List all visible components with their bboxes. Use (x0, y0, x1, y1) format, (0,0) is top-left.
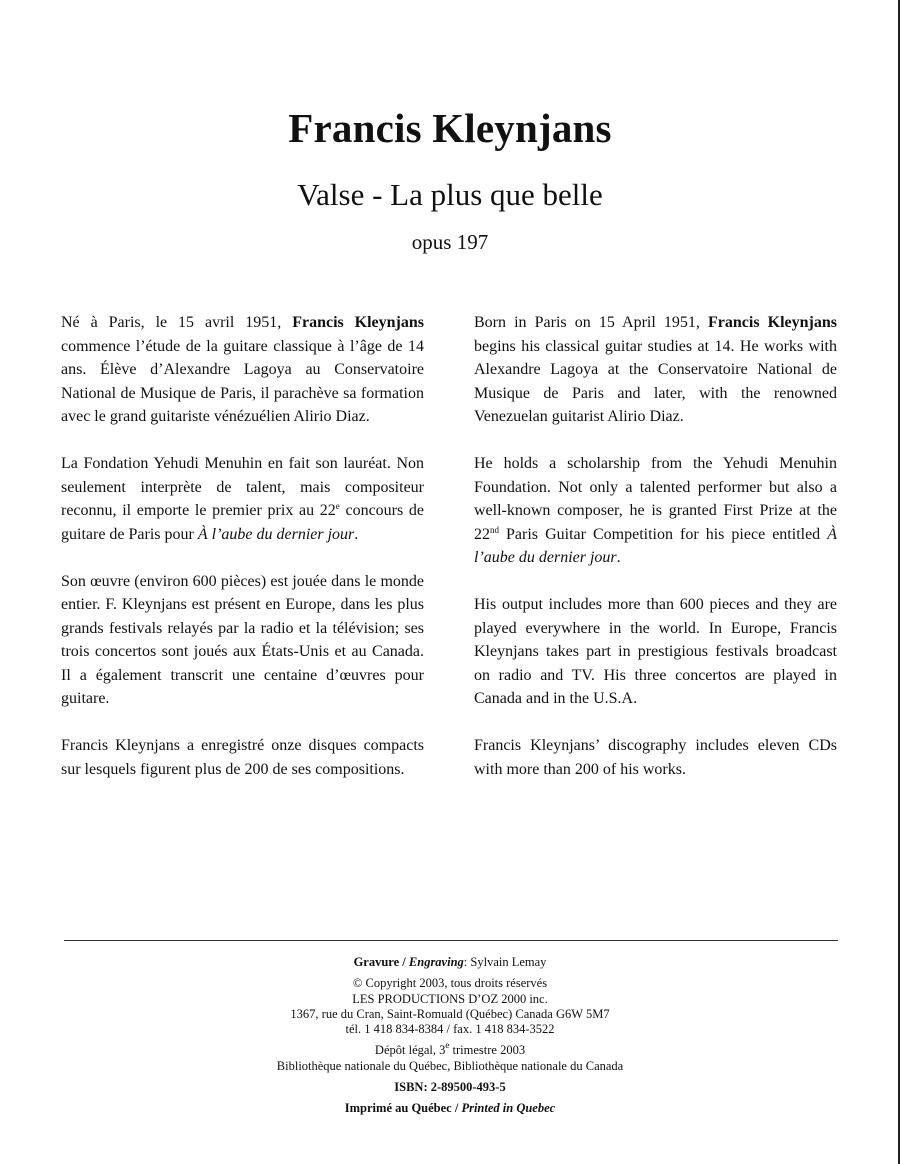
composer-name-bold: Francis Kleynjans (708, 314, 838, 331)
french-paragraph-4: Francis Kleynjans a enregistré onze disques compacts sur lesquels figurent plus de 200 de ses compositions. (61, 737, 424, 778)
legal-deposit: Dépôt légal, 3e trimestre 2003 (374, 1040, 526, 1058)
printed-in: Imprimé au Québec / Printed in Quebec (344, 1101, 556, 1116)
work-title: Valse - La plus que belle (297, 177, 603, 212)
copyright-line: © Copyright 2003, tous droits réservés (352, 976, 548, 991)
opus-number: opus 197 (411, 230, 489, 254)
english-paragraph-1: Born in Paris on 15 April 1951, Francis Kleynjans begins his classical guitar studies at 14. He works with Alexandre Lagoya at the Conservatoire National de Musique de Paris and later, with the renowned Venezuelan guitarist Alirio Diaz. (474, 314, 838, 425)
publisher-name: LES PRODUCTIONS D’OZ 2000 inc. (352, 991, 548, 1006)
publisher-address: 1367, rue du Cran, Saint-Romuald (Québec) Canada G6W 5M7 (290, 1006, 610, 1021)
engraving-credit: Gravure / Engraving: Sylvain Lemay (353, 955, 547, 969)
french-biography (61, 311, 424, 805)
french-paragraph-1: Né à Paris, le 15 avril 1951, Francis Kleynjans commence l’étude de la guitare classique à l’âge de 14 ans. Élève d’Alexandre Lagoya au Conservatoire National de Musique de Paris, il parachève sa formation avec le grand guitariste vénézuélien Alirio Diaz. (61, 314, 425, 425)
french-paragraph-2: La Fondation Yehudi Menuhin en fait son lauréat. Non seulement interprète de talent, mais compositeur reconnu, il emporte le premier prix au 22e concours de guitare de Paris pour À l’aube du dernier jour. (61, 455, 425, 543)
work-title-italic: À l’aube du dernier jour (474, 525, 837, 566)
publication-credits (0, 955, 900, 1117)
composer-name: Francis Kleynjans (288, 105, 612, 151)
french-paragraph-3: Son œuvre (environ 600 pièces) est jouée dans le monde entier. F. Kleynjans est présent en Europe, dans les plus grands festivals relayés par la radio et la télévision; ses trois concertos sont joués aux États-Unis et au Canada. Il a également transcrit une centaine d’œuvres pour guitare. (61, 572, 424, 707)
divider (64, 940, 838, 941)
libraries-line: Bibliothèque nationale du Québec, Bibliothèque nationale du Canada (276, 1058, 624, 1073)
composer-name-bold: Francis Kleynjans (292, 314, 425, 331)
english-paragraph-2: He holds a scholarship from the Yehudi Menuhin Foundation. Not only a talented performer but also a well-known composer, he is granted First Prize at the 22nd Paris Guitar Competition for his piece entitled À l’aube du dernier jour. (474, 455, 837, 566)
publisher-phone: tél. 1 418 834-8384 / fax. 1 418 834-3522 (345, 1022, 555, 1037)
english-biography (474, 311, 837, 805)
english-paragraph-3: His output includes more than 600 pieces and they are played everywhere in the world. In Europe, Francis Kleynjans takes part in prestigious festivals broadcast on radio and TV. His three concertos are played in Canada and in the U.S.A. (474, 596, 837, 707)
work-title-italic: À l’aube du dernier jour (197, 525, 355, 543)
english-paragraph-4: Francis Kleynjans’ discography includes eleven CDs with more than 200 of his works. (474, 737, 837, 778)
isbn: ISBN: 2-89500-493-5 (394, 1080, 506, 1095)
